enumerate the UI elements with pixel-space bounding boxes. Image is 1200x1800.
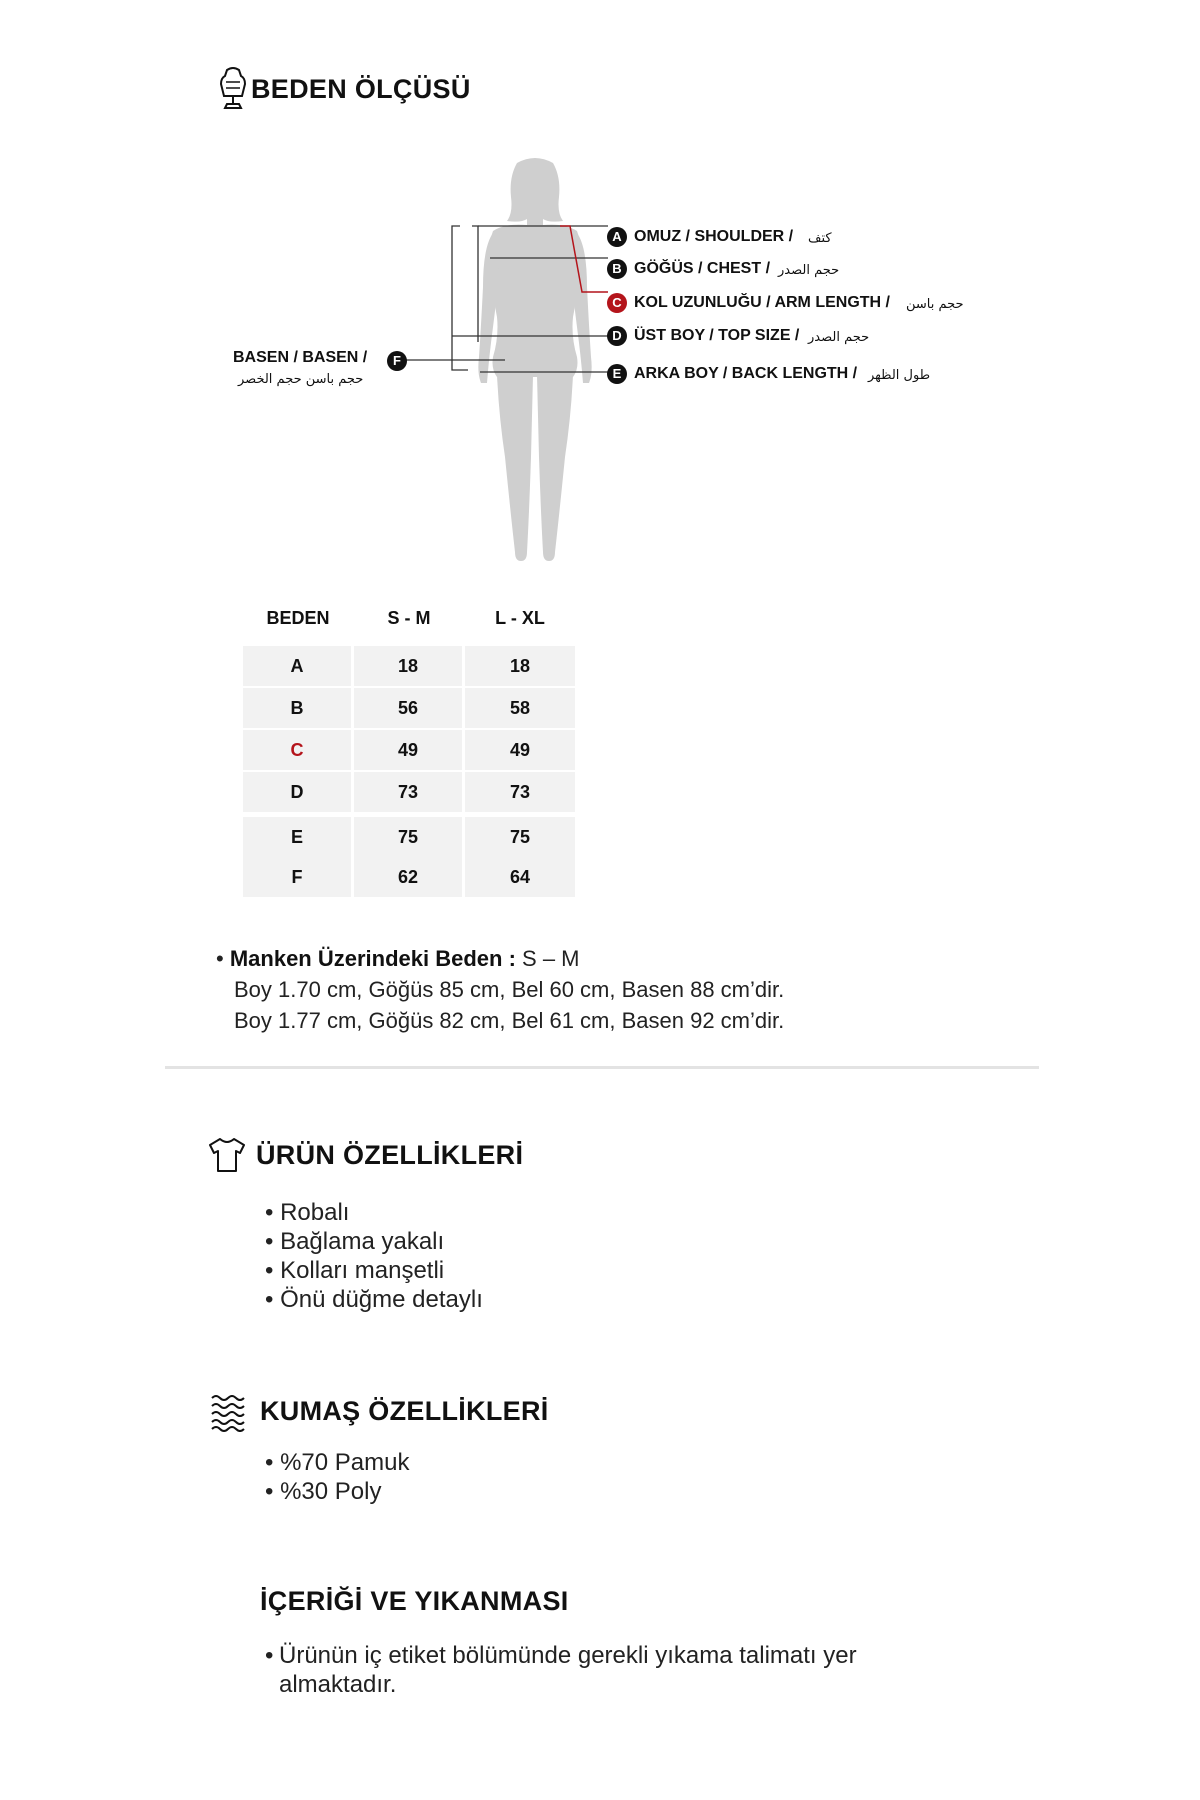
list-item: • Robalı <box>265 1198 483 1227</box>
table-row <box>243 857 575 897</box>
table-cell: 62 <box>354 857 462 897</box>
model-size-label: Manken Üzerindeki Beden : <box>229 946 516 971</box>
list-item: • Kolları manşetli <box>265 1256 483 1285</box>
section-divider <box>165 1066 1039 1069</box>
table-cell: D <box>243 772 351 812</box>
measure-label-c: KOL UZUNLUĞU / ARM LENGTH / <box>634 294 890 311</box>
table-cell: 73 <box>465 772 575 812</box>
table-header-sm: S - M <box>387 608 431 628</box>
table-row <box>243 688 575 728</box>
table-cell: 64 <box>465 857 575 897</box>
measure-arabic-a: كتف <box>808 231 832 246</box>
fabric-icon <box>208 1392 248 1432</box>
care-title: İÇERİĞİ VE YIKANMASI <box>260 1586 569 1616</box>
table-header-lxl: L - XL <box>495 608 545 628</box>
model-info <box>216 943 784 1036</box>
badge-d: D <box>607 326 627 346</box>
product-title: ÜRÜN ÖZELLİKLERİ <box>256 1140 524 1170</box>
list-item: • Ürünün iç etiket bölümünde gerekli yıkama talimatı yer almaktadır. <box>265 1641 965 1699</box>
measurement-lines <box>380 210 620 410</box>
measure-arabic-c: حجم باسن <box>906 297 964 312</box>
table-cell: 18 <box>354 646 462 686</box>
list-item: • %70 Pamuk <box>265 1448 409 1477</box>
measure-label-e: ARKA BOY / BACK LENGTH / <box>634 365 858 382</box>
table-cell: 18 <box>465 646 575 686</box>
tshirt-icon <box>208 1136 246 1174</box>
badge-c: C <box>607 293 627 313</box>
fabric-title: KUMAŞ ÖZELLİKLERİ <box>260 1396 549 1426</box>
table-cell: 58 <box>465 688 575 728</box>
table-row <box>243 817 575 857</box>
size-section-title: BEDEN ÖLÇÜSÜ <box>251 74 471 104</box>
table-cell: 49 <box>465 730 575 770</box>
table-cell: B <box>243 688 351 728</box>
model-size-line: • Manken Üzerindeki Beden : S – M <box>216 946 580 971</box>
list-item: • Önü düğme detaylı <box>265 1285 483 1314</box>
badge-e: E <box>607 364 627 384</box>
measure-arabic-e: طول الظهر <box>868 368 931 383</box>
basen-line <box>395 355 505 365</box>
table-row <box>243 646 575 686</box>
table-row <box>243 730 575 770</box>
table-header-beden: BEDEN <box>266 608 330 628</box>
basen-arabic: حجم باسن حجم الخصر <box>238 372 364 387</box>
table-cell: A <box>243 646 351 686</box>
table-cell: 49 <box>354 730 462 770</box>
table-row <box>243 772 575 812</box>
measure-arabic-d: حجم الصدر <box>808 330 870 345</box>
table-cell: 56 <box>354 688 462 728</box>
list-item: • %30 Poly <box>265 1477 409 1506</box>
table-cell: F <box>243 857 351 897</box>
list-item: • Bağlama yakalı <box>265 1227 483 1256</box>
product-feature-list <box>265 1198 483 1314</box>
care-list <box>265 1641 965 1699</box>
measure-label-d: ÜST BOY / TOP SIZE / <box>634 327 800 344</box>
table-cell: 75 <box>354 817 462 857</box>
measure-label-b: GÖĞÜS / CHEST / <box>634 260 771 277</box>
measure-arabic-b: حجم الصدر <box>778 263 840 278</box>
mannequin-icon <box>218 66 248 112</box>
model-measure-line-2: Boy 1.77 cm, Göğüs 82 cm, Bel 61 cm, Basen 92 cm’dir. <box>234 1008 785 1033</box>
care-text: Ürünün iç etiket bölümünde gerekli yıkama talimatı yer almaktadır. <box>279 1642 857 1698</box>
badge-a: A <box>607 227 627 247</box>
table-cell: 75 <box>465 817 575 857</box>
model-size-value: S – M <box>522 946 580 971</box>
table-cell: E <box>243 817 351 857</box>
basen-label: BASEN / BASEN / <box>233 349 368 366</box>
fabric-list <box>265 1448 409 1506</box>
badge-f: F <box>387 351 407 371</box>
model-measure-line-1: Boy 1.70 cm, Göğüs 85 cm, Bel 60 cm, Basen 88 cm’dir. <box>234 977 785 1002</box>
table-cell: 73 <box>354 772 462 812</box>
measure-label-a: OMUZ / SHOULDER / <box>634 228 794 245</box>
badge-b: B <box>607 259 627 279</box>
table-cell: C <box>243 730 351 770</box>
